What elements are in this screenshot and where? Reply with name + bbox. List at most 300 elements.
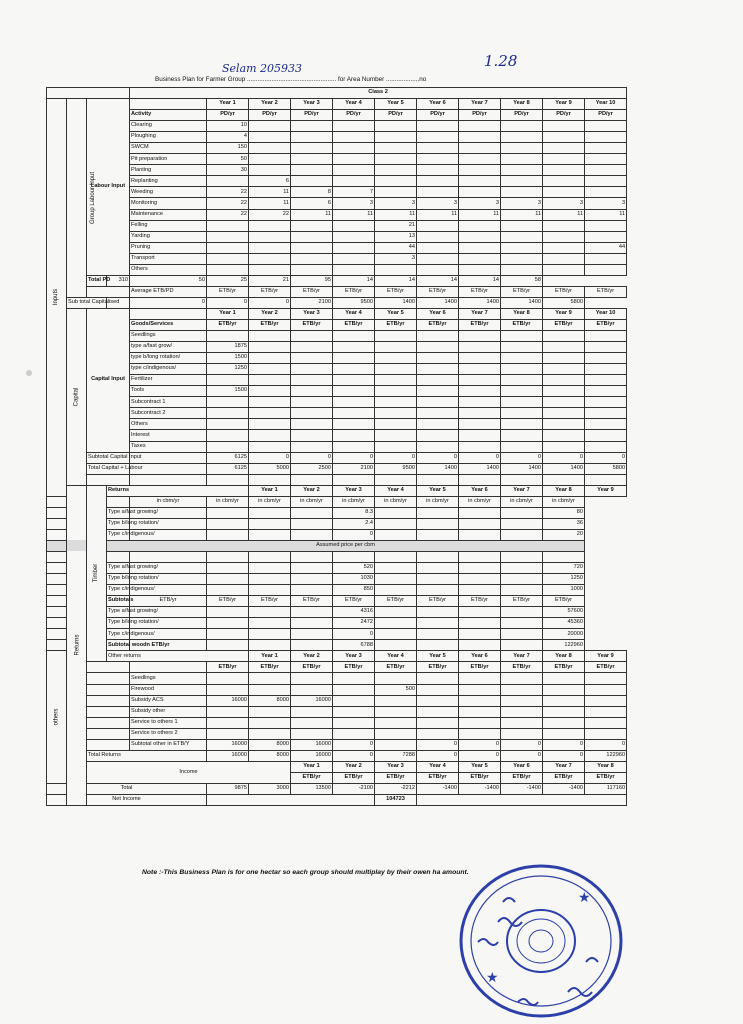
year1-value: 30 <box>207 165 249 176</box>
table-row <box>47 607 627 618</box>
year2-value <box>207 574 249 585</box>
year7-value: Year 7 <box>459 308 501 319</box>
year6-value <box>417 176 459 187</box>
table-row <box>47 750 627 761</box>
year7-value: in cbm/yr <box>417 496 459 507</box>
year5-value <box>375 187 417 198</box>
row-label: Pit preparation <box>130 154 207 165</box>
year7-value <box>459 430 501 441</box>
year6-value <box>417 264 459 275</box>
year8-value: ETB/yr <box>501 319 543 330</box>
year5-value <box>375 342 417 353</box>
year7-value: 0 <box>459 739 501 750</box>
year9-value <box>543 253 585 264</box>
year4-value: 0 <box>333 452 375 463</box>
year7-value: 14 <box>375 275 417 286</box>
year4-value <box>333 474 375 485</box>
year2-value <box>207 629 249 640</box>
year8-value <box>459 618 501 629</box>
year6-value <box>417 242 459 253</box>
year4-value: 21 <box>249 275 291 286</box>
year8-value <box>501 331 543 342</box>
table-row <box>47 684 627 695</box>
year1-value: Year 1 <box>249 485 291 496</box>
year5-value: 7288 <box>375 750 417 761</box>
year6-value: 14 <box>333 275 375 286</box>
year9-value: 0 <box>543 750 585 761</box>
year5-value: 500 <box>375 684 417 695</box>
year1-value: 0 <box>130 297 207 308</box>
row-label: Felling <box>130 220 207 231</box>
year3-value: 2500 <box>291 463 333 474</box>
year4-value: 0 <box>333 739 375 750</box>
year6-value <box>375 585 417 596</box>
row-label: Service to others 2 <box>130 728 207 739</box>
year3-value <box>249 563 291 574</box>
year4-value: 11 <box>333 209 375 220</box>
year4-value <box>291 518 333 529</box>
year5-value <box>375 132 417 143</box>
year9-value: 1400 <box>543 463 585 474</box>
year2-value: ETB/yr <box>249 662 291 673</box>
year4-value <box>291 551 333 562</box>
year3-value <box>291 441 333 452</box>
year2-value <box>207 618 249 629</box>
year8-value: Year 8 <box>501 308 543 319</box>
year8-value: ETB/yr <box>501 662 543 673</box>
year5-value <box>375 353 417 364</box>
year7-value <box>417 607 459 618</box>
year7-value: Year 7 <box>501 651 543 662</box>
year2-value: 11 <box>249 187 291 198</box>
year2-value: ETB/yr <box>333 772 375 783</box>
year6-value: PD/yr <box>417 110 459 121</box>
year1-value <box>207 253 249 264</box>
year7-value <box>459 154 501 165</box>
year3-value <box>291 143 333 154</box>
year6-value <box>417 364 459 375</box>
labour-input-label: Labour Input <box>90 183 126 190</box>
year7-value: ETB/yr <box>543 772 585 783</box>
year2-value <box>249 673 291 684</box>
year8-value: ETB/yr <box>585 772 627 783</box>
table-row <box>47 795 627 806</box>
year8-value <box>459 507 501 518</box>
year6-value <box>417 706 459 717</box>
year1-value: 4 <box>207 132 249 143</box>
year3-value: 6 <box>291 198 333 209</box>
year10-value <box>585 441 627 452</box>
year6-value: 0 <box>417 750 459 761</box>
year1-value: 22 <box>207 198 249 209</box>
year2-value: Year 2 <box>249 99 291 110</box>
group-name-handwriting: Selam 205933 <box>222 62 303 75</box>
year10-value: Year 10 <box>585 99 627 110</box>
year5-value: Year 5 <box>417 485 459 496</box>
year9-value <box>501 618 543 629</box>
year1-value <box>207 706 249 717</box>
year6-value: ETB/yr <box>417 286 459 297</box>
table-row <box>47 783 627 794</box>
year10-value: 57600 <box>543 607 585 618</box>
year7-value: 0 <box>459 452 501 463</box>
year10-value <box>543 551 585 562</box>
year3-value <box>291 717 333 728</box>
table-row <box>47 286 627 297</box>
year1-value <box>207 430 249 441</box>
capital-input-label: Capital Input <box>91 376 125 383</box>
year9-value: ETB/yr <box>543 319 585 330</box>
table-row <box>47 198 627 209</box>
year3-value: Year 3 <box>375 761 417 772</box>
row-label: Service to others 1 <box>130 717 207 728</box>
row-label: Tools <box>130 386 207 397</box>
year4-value <box>333 706 375 717</box>
year1-value: Year 1 <box>207 308 249 319</box>
year3-value <box>291 375 333 386</box>
plan-header: Business Plan for Farmer Group ................................................... for Area Number ...................no <box>155 76 427 83</box>
row-label <box>107 496 130 507</box>
year3-value: in cbm/yr <box>249 496 291 507</box>
table-row <box>47 242 627 253</box>
year10-value <box>585 165 627 176</box>
table-row <box>47 342 627 353</box>
page-mark-handwriting: 1.28 <box>484 52 518 70</box>
year3-value <box>291 165 333 176</box>
year10-value: 20 <box>543 529 585 540</box>
year4-value <box>333 165 375 176</box>
year10-value: 1250 <box>543 574 585 585</box>
net-income-value: 104723 <box>375 795 417 806</box>
year8-value <box>501 397 543 408</box>
table-row <box>47 739 627 750</box>
year8-value: ETB/yr <box>459 596 501 607</box>
year5-value: Year 5 <box>417 651 459 662</box>
year9-value <box>543 231 585 242</box>
year5-value: PD/yr <box>375 110 417 121</box>
year5-value <box>375 165 417 176</box>
year3-value: 11 <box>291 209 333 220</box>
year9-value <box>543 132 585 143</box>
year4-value: 7 <box>333 187 375 198</box>
year3-value <box>249 618 291 629</box>
year7-value <box>459 673 501 684</box>
year2-value: 8000 <box>249 695 291 706</box>
year1-value: 16000 <box>207 739 249 750</box>
year6-value: ETB/yr <box>501 772 543 783</box>
year4-value <box>291 585 333 596</box>
year2-value <box>249 132 291 143</box>
year7-value <box>459 386 501 397</box>
table-row <box>47 231 627 242</box>
year4-value <box>333 364 375 375</box>
year4-value: Year 4 <box>333 308 375 319</box>
year1-value <box>130 551 207 562</box>
year7-value <box>459 132 501 143</box>
year8-value <box>459 574 501 585</box>
year7-value <box>459 187 501 198</box>
timber-side-label-text: Timber <box>93 564 100 583</box>
year2-value <box>249 728 291 739</box>
year1-value <box>207 176 249 187</box>
year9-value <box>543 242 585 253</box>
table-row <box>47 640 627 651</box>
year5-value <box>375 474 417 485</box>
year9-value <box>543 419 585 430</box>
year2-value <box>207 585 249 596</box>
year9-value <box>501 563 543 574</box>
total-label: Total <box>47 783 207 794</box>
year8-value: PD/yr <box>501 110 543 121</box>
year7-value <box>459 176 501 187</box>
year2-value <box>249 375 291 386</box>
row-label: SWCM <box>130 143 207 154</box>
year2-value: 0 <box>207 297 249 308</box>
year4-value <box>333 154 375 165</box>
year6-value: 0 <box>417 739 459 750</box>
year1-value: 1500 <box>207 353 249 364</box>
year5-value: Year 5 <box>375 99 417 110</box>
year6-value <box>375 640 417 651</box>
year6-value <box>375 607 417 618</box>
year4-value <box>333 728 375 739</box>
year2-value: ETB/yr <box>249 319 291 330</box>
year7-value <box>459 441 501 452</box>
year9-value <box>543 143 585 154</box>
year9-value <box>501 551 543 562</box>
year8-value: 1400 <box>501 463 543 474</box>
others-side-label <box>47 651 67 784</box>
year3-value <box>291 386 333 397</box>
year6-value: 3 <box>417 198 459 209</box>
year3-value <box>291 408 333 419</box>
table-row <box>47 551 627 562</box>
row-label: type a/fast grow/ <box>130 342 207 353</box>
year9-value: Year 9 <box>543 308 585 319</box>
row-label: Subtotal woodn ETB/yr <box>107 640 130 651</box>
svg-text:★: ★ <box>486 970 499 986</box>
year5-value: 850 <box>333 585 375 596</box>
year6-value: ETB/yr <box>417 319 459 330</box>
year6-value <box>417 331 459 342</box>
year8-value <box>459 529 501 540</box>
year4-value: ETB/yr <box>333 286 375 297</box>
year6-value <box>417 397 459 408</box>
year10-value: ETB/yr <box>585 319 627 330</box>
year4-value <box>291 629 333 640</box>
row-label: Fertilizer <box>130 375 207 386</box>
year3-value: 0 <box>291 452 333 463</box>
group-labour-side-label <box>67 99 97 298</box>
year3-value: 16000 <box>291 750 333 761</box>
year9-value <box>543 187 585 198</box>
year8-value <box>459 518 501 529</box>
table-row <box>47 761 627 772</box>
row-label: Taxes <box>130 441 207 452</box>
year3-value <box>291 364 333 375</box>
year4-value <box>333 397 375 408</box>
year5-value: ETB/yr <box>459 772 501 783</box>
year5-value <box>375 673 417 684</box>
year9-value <box>543 331 585 342</box>
year2-value <box>249 165 291 176</box>
blank-cell <box>87 739 130 750</box>
year3-value: 16000 <box>291 695 333 706</box>
year4-value: 3 <box>333 198 375 209</box>
year4-value <box>333 331 375 342</box>
table-row <box>47 253 627 264</box>
year2-value <box>249 143 291 154</box>
year9-value <box>543 364 585 375</box>
year4-value <box>333 673 375 684</box>
row-label: Average ETB/PD <box>130 286 207 297</box>
year6-value <box>375 518 417 529</box>
year5-value <box>375 408 417 419</box>
blank-cell <box>47 607 87 618</box>
blank-cell <box>417 795 627 806</box>
year6-value: Year 6 <box>417 99 459 110</box>
year2-value: Year 2 <box>249 308 291 319</box>
year7-value <box>417 563 459 574</box>
year8-value: 14 <box>417 275 459 286</box>
blank-cell <box>47 585 87 596</box>
blank-cell <box>87 474 130 485</box>
year10-value <box>585 375 627 386</box>
year4-value <box>333 176 375 187</box>
row-label: Type b/long rotation/ <box>107 574 130 585</box>
year4-value <box>333 408 375 419</box>
year10-value <box>585 331 627 342</box>
others-side-label-text: others <box>53 708 60 726</box>
year8-value: 0 <box>501 739 543 750</box>
year4-value <box>333 430 375 441</box>
year2-value: Year 2 <box>291 651 333 662</box>
year1-value <box>207 441 249 452</box>
year9-value <box>543 375 585 386</box>
year2-value: PD/yr <box>249 110 291 121</box>
blank-cell <box>47 507 87 518</box>
row-label: Transport <box>130 253 207 264</box>
year10-value: ETB/yr <box>585 662 627 673</box>
year2-value <box>207 563 249 574</box>
year7-value <box>459 253 501 264</box>
table-row <box>47 110 627 121</box>
year6-value <box>417 342 459 353</box>
year10-value: 5800 <box>585 463 627 474</box>
row-label: Pruning <box>130 242 207 253</box>
year10-value: ETB/yr <box>585 286 627 297</box>
year4-value <box>333 132 375 143</box>
capital-side-label-text: Capital <box>73 387 80 406</box>
year4-value <box>333 375 375 386</box>
row-label: Seedlings <box>130 331 207 342</box>
year2-value <box>249 397 291 408</box>
year8-value: Year 8 <box>543 485 585 496</box>
year7-value: Year 7 <box>459 99 501 110</box>
year1-value <box>207 331 249 342</box>
year5-value: 0 <box>375 452 417 463</box>
year8-value <box>501 187 543 198</box>
row-label: Type a/fast growing/ <box>107 507 130 518</box>
year9-value <box>543 121 585 132</box>
year3-value: PD/yr <box>291 110 333 121</box>
blank-cell <box>87 308 130 452</box>
table-row <box>47 496 627 507</box>
row-label: Subcontract 1 <box>130 397 207 408</box>
year9-value: 1400 <box>501 297 543 308</box>
year2-value: 0 <box>249 452 291 463</box>
year8-value <box>501 695 543 706</box>
year5-value <box>375 739 417 750</box>
year4-value <box>333 419 375 430</box>
year3-value <box>291 253 333 264</box>
year9-value <box>543 684 585 695</box>
year5-value: 2.4 <box>333 518 375 529</box>
table-row <box>47 695 627 706</box>
blank-cell <box>47 574 87 585</box>
row-label: Subsidy other <box>130 706 207 717</box>
table-row <box>47 121 627 132</box>
year8-value <box>501 673 543 684</box>
year1-value <box>207 673 249 684</box>
year2-value: 50 <box>130 275 207 286</box>
year5-value <box>375 419 417 430</box>
labour-subtotal-label: Sub total Capitalised <box>67 297 107 308</box>
year7-value: ETB/yr <box>417 596 459 607</box>
row-label: Activity <box>130 110 207 121</box>
year2-value <box>207 640 249 651</box>
year4-value <box>333 353 375 364</box>
year6-value <box>375 529 417 540</box>
year3-value: ETB/yr <box>291 662 333 673</box>
year7-value <box>459 706 501 717</box>
year4-value <box>333 264 375 275</box>
year10-value: 45360 <box>543 618 585 629</box>
year8-value <box>501 728 543 739</box>
table-row <box>47 319 627 330</box>
year1-value: ETB/yr <box>130 596 207 607</box>
year10-value: 0 <box>585 452 627 463</box>
year7-value <box>459 717 501 728</box>
year8-value <box>501 364 543 375</box>
year10-value <box>585 728 627 739</box>
year9-value: Year 9 <box>585 651 627 662</box>
year9-value <box>543 342 585 353</box>
year3-value <box>249 585 291 596</box>
table-row <box>47 165 627 176</box>
year6-value: Year 6 <box>501 761 543 772</box>
year2-value <box>207 518 249 529</box>
year9-value <box>543 154 585 165</box>
year10-value <box>585 187 627 198</box>
year1-value <box>207 684 249 695</box>
year5-value: 95 <box>291 275 333 286</box>
year5-value <box>375 154 417 165</box>
year10-value: ETB/yr <box>543 596 585 607</box>
row-label: Type b/long rotation/ <box>107 518 130 529</box>
year10-value <box>585 386 627 397</box>
year3-value <box>291 154 333 165</box>
year6-value <box>417 474 459 485</box>
year5-value: 4316 <box>333 607 375 618</box>
year8-value <box>501 353 543 364</box>
table-row <box>47 540 627 551</box>
row-label: Others <box>130 264 207 275</box>
year5-value: -2212 <box>375 783 417 794</box>
table-row <box>47 209 627 220</box>
year2-value <box>249 264 291 275</box>
year7-value <box>417 574 459 585</box>
